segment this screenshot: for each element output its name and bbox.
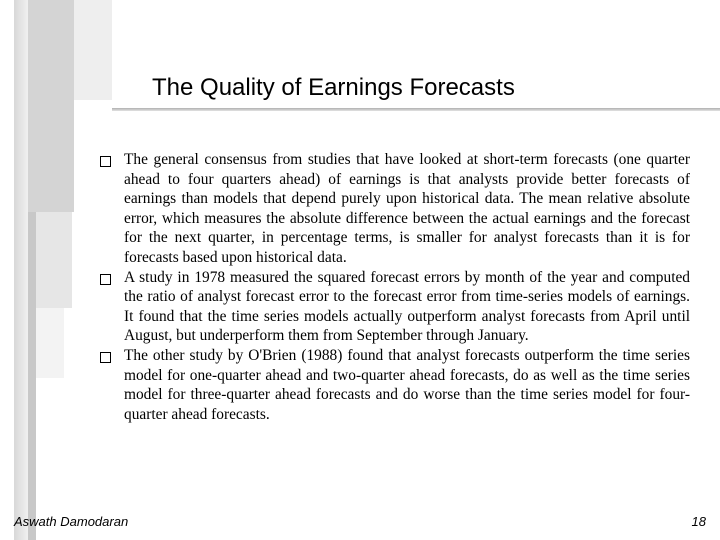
bullet-text: The other study by O'Brien (1988) found that analyst forecasts outperform the time series model for one-quarter ahead and two-quarter ahead forecasts, do as well as the time series model for three-quarter ahead forecasts and do worse than the time series model for four-quarter ahead forecasts. [124,346,690,423]
decorative-bar [14,0,28,540]
hollow-square-bullet-icon [100,274,111,285]
decorative-block [74,0,112,100]
decorative-block [36,212,72,308]
bullet-text: A study in 1978 measured the squared forecast errors by month of the year and computed the ratio of analyst forecast error to the forecast error from time-series models of earnings. It found that the time series models actually outperform analyst forecasts from April until August, but underperform them from September through January. [124,268,690,345]
page-number: 18 [691,514,706,529]
hollow-square-bullet-icon [100,156,111,167]
footer-author: Aswath Damodaran [14,514,129,529]
bullet-item [100,346,690,424]
bullet-item [100,150,690,268]
bullet-text: The general consensus from studies that have looked at short-term forecasts (one quarter ahead to four quarters ahead) of earnings is that analysts provide better forecasts of earnings than models that depend purely upon historical data. The mean relative absolute error, which measures the absolute difference between the actual earnings and the forecast for the next quarter, in percentage terms, is smaller for analyst forecasts than it is for forecasts based upon historical data. [124,151,690,266]
decorative-block [36,308,64,378]
hollow-square-bullet-icon [100,352,111,363]
slide-title: The Quality of Earnings Forecasts [152,74,515,101]
decorative-bar [28,212,36,540]
bullet-item [100,268,690,346]
bullet-list [100,150,690,424]
decorative-block [28,0,74,212]
title-underline-rule [112,108,720,111]
